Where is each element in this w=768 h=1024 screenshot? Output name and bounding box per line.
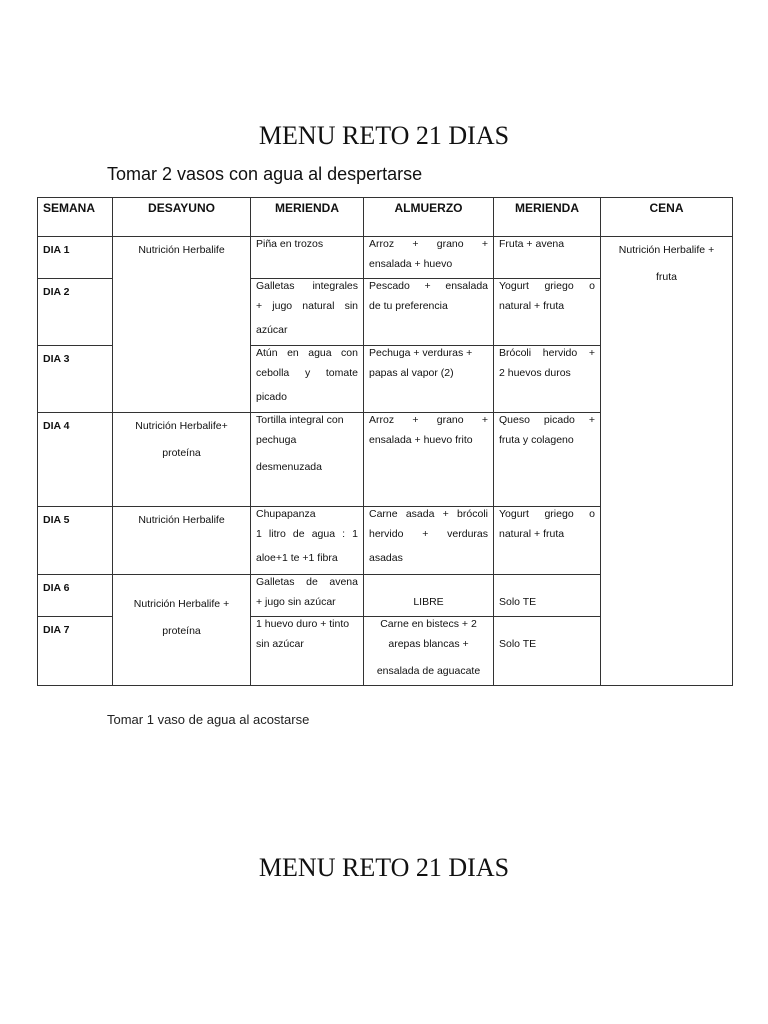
- table-header-row: [38, 198, 733, 237]
- header-merienda-1: MERIENDA: [251, 198, 364, 237]
- night-instruction: Tomar 1 vaso de agua al acostarse: [107, 712, 310, 727]
- day-label: DIA 4: [38, 413, 113, 507]
- merienda2-cell: Solo TE: [494, 575, 601, 617]
- almuerzo-cell: Carne asada + brócoli hervido + verduras asadas: [364, 507, 494, 575]
- day-label: DIA 6: [38, 575, 113, 617]
- table-row: [38, 237, 733, 279]
- day-label: DIA 2: [38, 279, 113, 346]
- merienda2-cell: Brócoli hervido + 2 huevos duros: [494, 346, 601, 413]
- merienda2-cell: Queso picado + fruta y colageno: [494, 413, 601, 507]
- header-desayuno: DESAYUNO: [113, 198, 251, 237]
- day-label: DIA 1: [38, 237, 113, 279]
- merienda1-cell: Tortilla integral con pechuga desmenuzada: [251, 413, 364, 507]
- desayuno-cell: Nutrición Herbalife+ proteína: [113, 413, 251, 507]
- header-almuerzo: ALMUERZO: [364, 198, 494, 237]
- day-label: DIA 7: [38, 617, 113, 686]
- desayuno-cell: Nutrición Herbalife: [113, 507, 251, 575]
- merienda2-cell: Fruta + avena: [494, 237, 601, 279]
- merienda1-cell: Galletas de avena + jugo sin azúcar: [251, 575, 364, 617]
- desayuno-cell: Nutrición Herbalife: [113, 237, 251, 413]
- merienda2-cell: Solo TE: [494, 617, 601, 686]
- merienda2-cell: Yogurt griego o natural + fruta: [494, 507, 601, 575]
- merienda1-cell: Atún en agua con cebolla y tomate picado: [251, 346, 364, 413]
- header-merienda-2: MERIENDA: [494, 198, 601, 237]
- almuerzo-cell: Pechuga + verduras + papas al vapor (2): [364, 346, 494, 413]
- header-cena: CENA: [601, 198, 733, 237]
- day-label: DIA 3: [38, 346, 113, 413]
- almuerzo-cell: Arroz + grano + ensalada + huevo: [364, 237, 494, 279]
- morning-instruction: Tomar 2 vasos con agua al despertarse: [107, 164, 423, 184]
- cena-cell: Nutrición Herbalife + fruta: [601, 237, 733, 686]
- menu-table: [37, 197, 733, 686]
- merienda2-cell: Yogurt griego o natural + fruta: [494, 279, 601, 346]
- merienda1-cell: Galletas integrales + jugo natural sin azúcar: [251, 279, 364, 346]
- desayuno-cell: Nutrición Herbalife + proteína: [113, 575, 251, 686]
- almuerzo-cell: LIBRE: [364, 575, 494, 617]
- merienda1-cell: Piña en trozos: [251, 237, 364, 279]
- merienda1-cell: Chupapanza 1 litro de agua : 1 aloe+1 te +1 fibra: [251, 507, 364, 575]
- almuerzo-cell: Carne en bistecs + 2 arepas blancas + ensalada de aguacate: [364, 617, 494, 686]
- almuerzo-cell: Pescado + ensalada de tu preferencia: [364, 279, 494, 346]
- merienda1-cell: 1 huevo duro + tinto sin azúcar: [251, 617, 364, 686]
- page-title: MENU RETO 21 DIAS: [258, 121, 510, 150]
- page-title-repeat: MENU RETO 21 DIAS: [258, 853, 510, 882]
- almuerzo-cell: Arroz + grano + ensalada + huevo frito: [364, 413, 494, 507]
- header-semana: SEMANA: [38, 198, 113, 237]
- day-label: DIA 5: [38, 507, 113, 575]
